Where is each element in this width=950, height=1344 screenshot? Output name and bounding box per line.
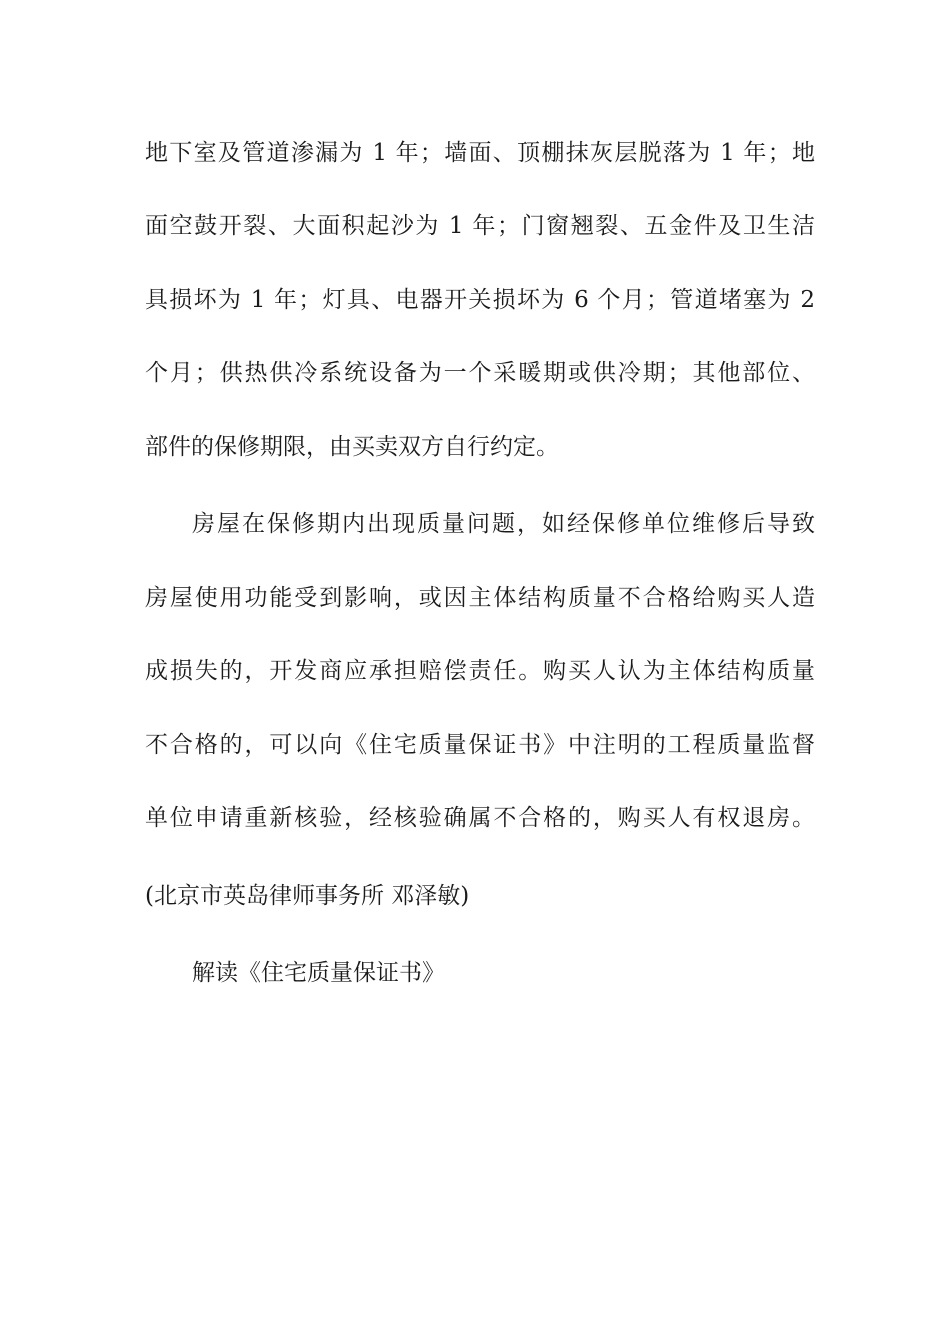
paragraph-2-line-2: 房屋使用功能受到影响，或因主体结构质量不合格给购买人造 (145, 585, 815, 611)
paragraph-1-line-3: 具损坏为 1 年；灯具、电器开关损坏为 6 个月；管道堵塞为 2 (145, 287, 815, 313)
paragraph-2-line-5: 单位申请重新核验，经核验确属不合格的，购买人有权退房。 (145, 805, 815, 831)
paragraph-1-line-2: 面空鼓开裂、大面积起沙为 1 年；门窗翘裂、五金件及卫生洁 (145, 213, 815, 239)
paragraph-1-line-1: 地下室及管道渗漏为 1 年；墙面、顶棚抹灰层脱落为 1 年；地 (145, 140, 815, 166)
paragraph-2-line-1: 房屋在保修期内出现质量问题，如经保修单位维修后导致 (192, 511, 815, 537)
paragraph-2-line-3: 成损失的，开发商应承担赔偿责任。购买人认为主体结构质量 (145, 658, 815, 684)
paragraph-1-line-4: 个月；供热供冷系统设备为一个采暖期或供冷期；其他部位、 (145, 360, 815, 386)
attribution: (北京市英岛律师事务所 邓泽敏) (145, 883, 470, 909)
paragraph-1-line-5: 部件的保修期限，由买卖双方自行约定。 (145, 434, 559, 460)
paragraph-2-line-4: 不合格的，可以向《住宅质量保证书》中注明的工程质量监督 (145, 732, 815, 758)
section-heading: 解读《住宅质量保证书》 (192, 960, 445, 986)
